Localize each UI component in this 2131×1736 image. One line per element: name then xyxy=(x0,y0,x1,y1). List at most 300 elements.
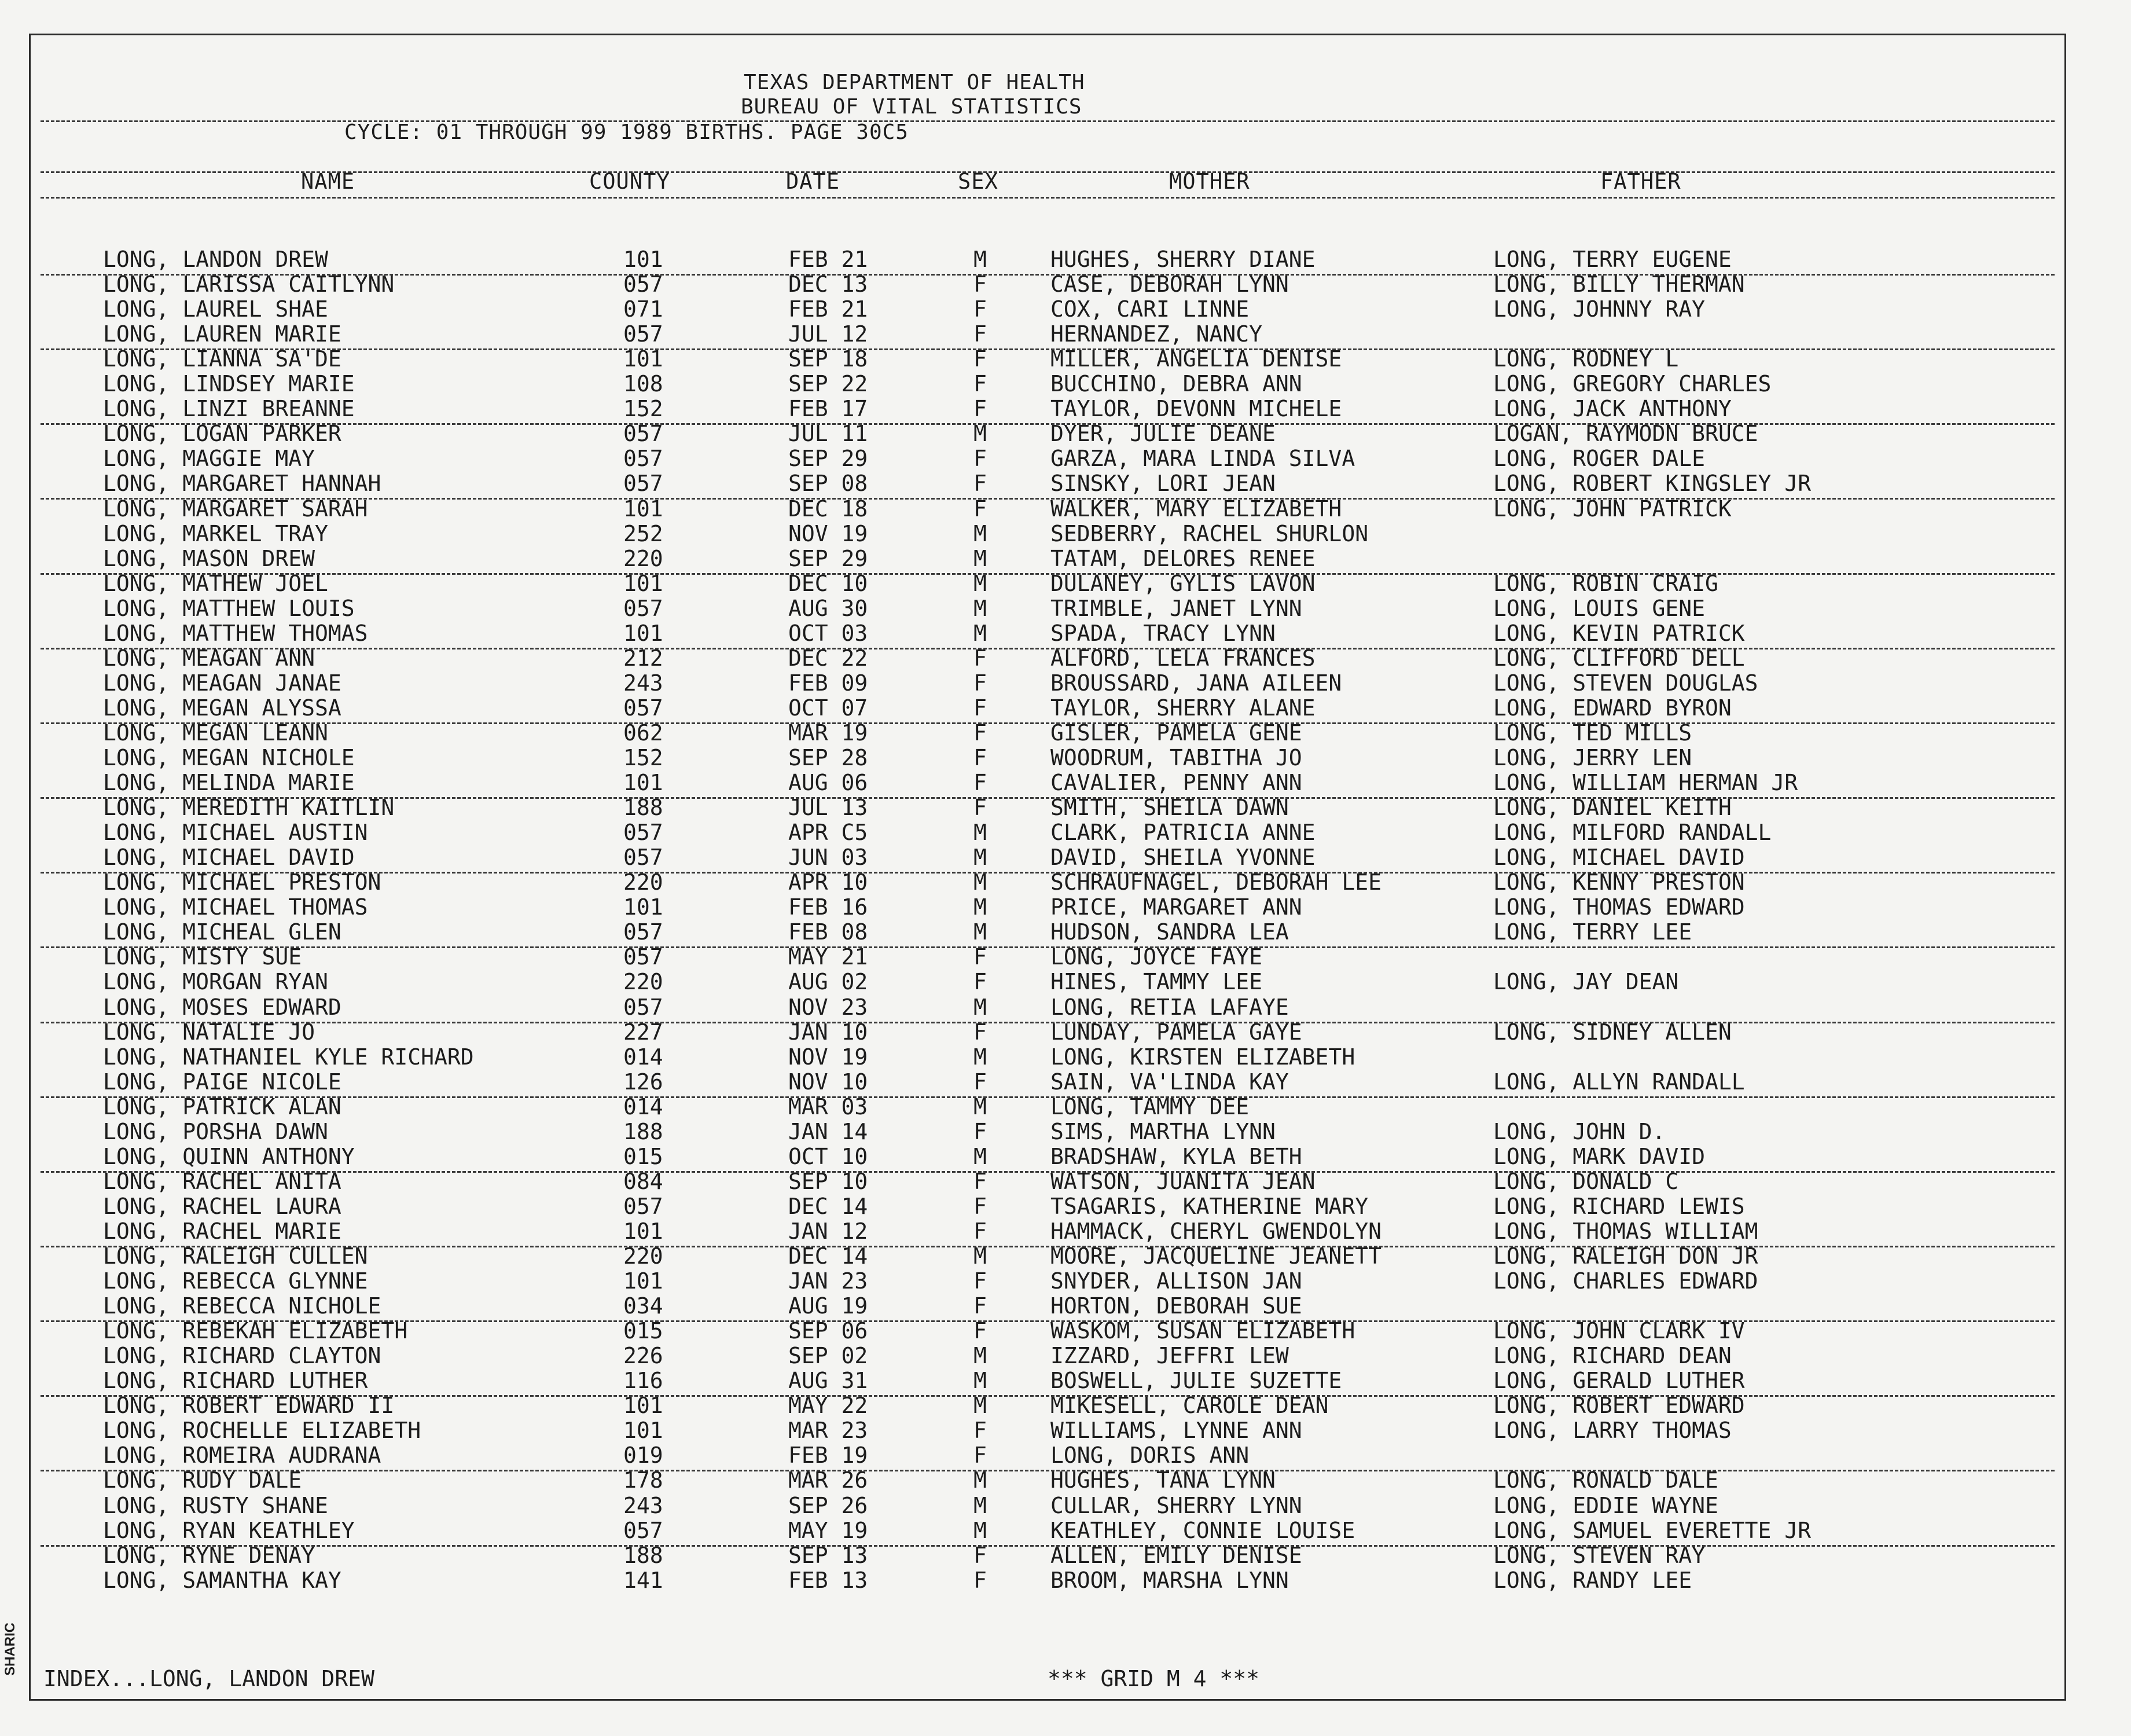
cell-mother: CASE, DEBORAH LYNN xyxy=(1050,271,1289,298)
row-separator xyxy=(41,872,2055,873)
cell-county: 071 xyxy=(623,296,663,322)
cell-date: DEC 13 xyxy=(788,271,868,298)
cell-father: LONG, MARK DAVID xyxy=(1493,1143,1706,1169)
cell-county: 116 xyxy=(623,1368,663,1394)
cell-name: LONG, MICHAEL THOMAS xyxy=(103,894,368,920)
cell-name: LONG, PATRICK ALAN xyxy=(103,1093,341,1120)
cell-sex: F xyxy=(973,1567,987,1593)
cell-county: 152 xyxy=(623,396,663,422)
row-separator xyxy=(41,498,2055,500)
table-row xyxy=(0,1418,2131,1443)
table-row xyxy=(0,1070,2131,1095)
cell-county: 015 xyxy=(623,1143,663,1169)
cell-sex: M xyxy=(973,620,987,646)
cell-sex: F xyxy=(973,321,987,347)
column-header-county: COUNTY xyxy=(589,169,670,194)
cell-sex: F xyxy=(973,396,987,422)
cell-name: LONG, MARGARET SARAH xyxy=(103,496,368,522)
table-row xyxy=(0,596,2131,621)
table-row xyxy=(0,1045,2131,1070)
cell-county: 188 xyxy=(623,1118,663,1144)
cell-county: 057 xyxy=(623,820,663,846)
cell-sex: M xyxy=(973,1517,987,1543)
cell-mother: GISLER, PAMELA GENE xyxy=(1050,720,1302,746)
index-label: INDEX...LONG, LANDON DREW xyxy=(43,1666,374,1691)
table-row xyxy=(0,1144,2131,1169)
cell-county: 101 xyxy=(623,770,663,796)
cell-name: LONG, ROBERT EDWARD II xyxy=(103,1393,395,1419)
cell-name: LONG, MEREDITH KAITLIN xyxy=(103,795,395,821)
cell-sex: F xyxy=(973,296,987,322)
row-separator xyxy=(41,1320,2055,1322)
cell-date: MAR 19 xyxy=(788,720,868,746)
row-separator xyxy=(41,274,2055,276)
table-row xyxy=(0,1344,2131,1368)
cell-sex: M xyxy=(973,247,987,272)
row-separator xyxy=(41,797,2055,799)
cell-father: LONG, ROBIN CRAIG xyxy=(1493,570,1718,596)
cell-mother: ALLEN, EMILY DENISE xyxy=(1050,1542,1302,1568)
cell-father: LONG, SIDNEY ALLEN xyxy=(1493,1019,1732,1045)
cell-name: LONG, RUSTY SHANE xyxy=(103,1492,328,1518)
row-separator xyxy=(41,1545,2055,1547)
cell-father: LONG, ROGER DALE xyxy=(1493,446,1706,472)
table-row xyxy=(0,721,2131,746)
cell-name: LONG, LINZI BREANNE xyxy=(103,396,355,422)
row-separator xyxy=(41,1246,2055,1247)
cell-sex: F xyxy=(973,1168,987,1194)
cell-name: LONG, REBEKAH ELIZABETH xyxy=(103,1318,408,1344)
cell-sex: M xyxy=(973,1393,987,1419)
cell-date: FEB 17 xyxy=(788,396,868,422)
cell-date: JAN 14 xyxy=(788,1118,868,1144)
cell-county: 101 xyxy=(623,247,663,272)
cell-name: LONG, RACHEL LAURA xyxy=(103,1193,341,1219)
table-row xyxy=(0,671,2131,696)
cell-sex: M xyxy=(973,894,987,920)
column-header-sex: SEX xyxy=(958,169,998,194)
cell-sex: F xyxy=(973,695,987,721)
cell-mother: MOORE, JACQUELINE JEANETT xyxy=(1050,1243,1382,1269)
cell-name: LONG, MICHAEL DAVID xyxy=(103,845,355,871)
cell-name: LONG, MATHEW JOEL xyxy=(103,570,328,596)
cell-date: DEC 14 xyxy=(788,1193,868,1219)
column-header-name: NAME xyxy=(301,169,355,194)
cell-date: SEP 06 xyxy=(788,1318,868,1344)
cell-date: SEP 22 xyxy=(788,371,868,397)
cell-sex: M xyxy=(973,1243,987,1269)
cell-date: FEB 16 xyxy=(788,894,868,920)
cell-mother: HERNANDEZ, NANCY xyxy=(1050,321,1263,347)
cell-father: LONG, RODNEY L xyxy=(1493,346,1679,372)
bureau-title: BUREAU OF VITAL STATISTICS xyxy=(741,95,1082,119)
cell-father: LONG, MILFORD RANDALL xyxy=(1493,820,1772,846)
cell-date: AUG 06 xyxy=(788,770,868,796)
cell-date: DEC 22 xyxy=(788,645,868,671)
department-title: TEXAS DEPARTMENT OF HEALTH xyxy=(744,71,1085,94)
cell-father: LONG, JOHNNY RAY xyxy=(1493,296,1706,322)
column-header-mother: MOTHER xyxy=(1169,169,1250,194)
cell-name: LONG, MEGAN LEANN xyxy=(103,720,328,746)
side-stamp: SHARIC xyxy=(2,1622,18,1676)
cell-date: FEB 13 xyxy=(788,1567,868,1593)
cell-mother: LONG, TAMMY DEE xyxy=(1050,1093,1250,1120)
cell-sex: F xyxy=(973,1293,987,1319)
cell-date: SEP 29 xyxy=(788,545,868,571)
cell-mother: BROOM, MARSHA LYNN xyxy=(1050,1567,1289,1593)
cell-mother: HUDSON, SANDRA LEA xyxy=(1050,919,1289,945)
row-separator xyxy=(41,1171,2055,1173)
cell-county: 057 xyxy=(623,695,663,721)
cell-name: LONG, MEAGAN JANAE xyxy=(103,670,341,696)
cell-county: 057 xyxy=(623,471,663,497)
cell-father: LONG, DANIEL KEITH xyxy=(1493,795,1732,821)
cell-name: LONG, MISTY SUE xyxy=(103,944,302,970)
cell-mother: LONG, JOYCE FAYE xyxy=(1050,944,1263,970)
cell-name: LONG, MATTHEW LOUIS xyxy=(103,595,355,621)
row-separator xyxy=(41,648,2055,649)
cell-father: LONG, MICHAEL DAVID xyxy=(1493,845,1745,871)
table-row xyxy=(0,1194,2131,1219)
cell-county: 243 xyxy=(623,1492,663,1518)
row-separator xyxy=(41,946,2055,948)
cell-sex: F xyxy=(973,670,987,696)
cell-sex: F xyxy=(973,271,987,298)
table-row xyxy=(0,1319,2131,1344)
cell-name: LONG, RACHEL ANITA xyxy=(103,1168,341,1194)
table-row xyxy=(0,446,2131,471)
cell-name: LONG, MEGAN NICHOLE xyxy=(103,745,355,770)
grid-label: *** GRID M 4 *** xyxy=(1048,1666,1260,1691)
cell-mother: KEATHLEY, CONNIE LOUISE xyxy=(1050,1517,1355,1543)
cell-mother: TAYLOR, DEVONN MICHELE xyxy=(1050,396,1342,422)
cell-date: SEP 13 xyxy=(788,1542,868,1568)
table-row xyxy=(0,347,2131,372)
cell-county: 101 xyxy=(623,894,663,920)
cell-father: LONG, CHARLES EDWARD xyxy=(1493,1268,1758,1294)
row-separator xyxy=(41,1096,2055,1098)
cell-name: LONG, MARGARET HANNAH xyxy=(103,471,381,497)
cell-sex: M xyxy=(973,1143,987,1169)
cell-name: LONG, LARISSA CAITLYNN xyxy=(103,271,395,298)
row-separator xyxy=(41,722,2055,724)
cell-name: LONG, MORGAN RYAN xyxy=(103,969,328,995)
cell-mother: SMITH, SHEILA DAWN xyxy=(1050,795,1289,821)
table-row xyxy=(0,421,2131,446)
cell-name: LONG, MAGGIE MAY xyxy=(103,446,315,472)
cell-father: LONG, JAY DEAN xyxy=(1493,969,1679,995)
cell-name: LONG, LAUREN MARIE xyxy=(103,321,341,347)
cell-mother: CULLAR, SHERRY LYNN xyxy=(1050,1492,1302,1518)
cell-mother: IZZARD, JEFFRI LEW xyxy=(1050,1343,1289,1369)
cell-county: 101 xyxy=(623,496,663,522)
table-row xyxy=(0,970,2131,994)
table-row xyxy=(0,820,2131,845)
cell-sex: M xyxy=(973,1044,987,1070)
cell-date: JUL 13 xyxy=(788,795,868,821)
cell-county: 101 xyxy=(623,346,663,372)
cell-name: LONG, REBECCA NICHOLE xyxy=(103,1293,381,1319)
cell-name: LONG, MEAGAN ANN xyxy=(103,645,315,671)
cell-father: LONG, TERRY LEE xyxy=(1493,919,1692,945)
cell-county: 057 xyxy=(623,994,663,1020)
cell-county: 152 xyxy=(623,745,663,770)
cell-county: 034 xyxy=(623,1293,663,1319)
cell-sex: F xyxy=(973,1542,987,1568)
cell-date: SEP 10 xyxy=(788,1168,868,1194)
cell-date: NOV 23 xyxy=(788,994,868,1020)
cell-father: LONG, ALLYN RANDALL xyxy=(1493,1069,1745,1095)
cell-father: LONG, LOUIS GENE xyxy=(1493,595,1706,621)
cell-name: LONG, PORSHA DAWN xyxy=(103,1118,328,1144)
cell-sex: M xyxy=(973,595,987,621)
cell-name: LONG, MEGAN ALYSSA xyxy=(103,695,341,721)
cell-father: LONG, JERRY LEN xyxy=(1493,745,1692,770)
row-separator xyxy=(41,573,2055,575)
cell-county: 084 xyxy=(623,1168,663,1194)
cell-father: LONG, EDWARD BYRON xyxy=(1493,695,1732,721)
cell-mother: TSAGARIS, KATHERINE MARY xyxy=(1050,1193,1369,1219)
cell-sex: F xyxy=(973,720,987,746)
cell-mother: SCHRAUFNAGEL, DEBORAH LEE xyxy=(1050,869,1382,895)
cell-mother: DULANEY, GYLIS LAVON xyxy=(1050,570,1316,596)
cell-name: LONG, MASON DREW xyxy=(103,545,315,571)
cell-date: JUL 12 xyxy=(788,321,868,347)
table-row xyxy=(0,920,2131,945)
cell-date: FEB 09 xyxy=(788,670,868,696)
cell-mother: BROUSSARD, JANA AILEEN xyxy=(1050,670,1342,696)
cell-father: LONG, WILLIAM HERMAN JR xyxy=(1493,770,1798,796)
cell-date: DEC 10 xyxy=(788,570,868,596)
cell-date: AUG 19 xyxy=(788,1293,868,1319)
cell-sex: M xyxy=(973,545,987,571)
cell-father: LONG, ROBERT KINGSLEY JR xyxy=(1493,471,1812,497)
cell-county: 057 xyxy=(623,1193,663,1219)
cell-name: LONG, MOSES EDWARD xyxy=(103,994,341,1020)
cell-father: LONG, THOMAS EDWARD xyxy=(1493,894,1745,920)
table-row xyxy=(0,1518,2131,1543)
cell-county: 101 xyxy=(623,570,663,596)
cell-name: LONG, RICHARD CLAYTON xyxy=(103,1343,381,1369)
table-row xyxy=(0,1294,2131,1319)
cell-date: SEP 28 xyxy=(788,745,868,770)
cell-date: AUG 02 xyxy=(788,969,868,995)
cell-date: MAY 19 xyxy=(788,1517,868,1543)
cell-sex: M xyxy=(973,520,987,546)
cell-county: 220 xyxy=(623,869,663,895)
cell-county: 101 xyxy=(623,620,663,646)
cell-father: LONG, RALEIGH DON JR xyxy=(1493,1243,1758,1269)
cell-date: DEC 18 xyxy=(788,496,868,522)
cell-sex: M xyxy=(973,1467,987,1493)
cell-father: LONG, KENNY PRESTON xyxy=(1493,869,1745,895)
cell-name: LONG, MATTHEW THOMAS xyxy=(103,620,368,646)
table-row xyxy=(0,272,2131,297)
cell-mother: SAIN, VA'LINDA KAY xyxy=(1050,1069,1289,1095)
cell-mother: SPADA, TRACY LYNN xyxy=(1050,620,1276,646)
cell-county: 057 xyxy=(623,595,663,621)
cell-mother: CLARK, PATRICIA ANNE xyxy=(1050,820,1316,846)
header-rule xyxy=(41,120,2055,122)
cell-mother: TAYLOR, SHERRY ALANE xyxy=(1050,695,1316,721)
cell-mother: WASKOM, SUSAN ELIZABETH xyxy=(1050,1318,1355,1344)
cell-name: LONG, REBECCA GLYNNE xyxy=(103,1268,368,1294)
cell-father: LONG, JACK ANTHONY xyxy=(1493,396,1732,422)
cell-date: DEC 14 xyxy=(788,1243,868,1269)
cell-date: FEB 21 xyxy=(788,296,868,322)
cell-sex: M xyxy=(973,869,987,895)
table-row xyxy=(0,1468,2131,1493)
cell-mother: PRICE, MARGARET ANN xyxy=(1050,894,1302,920)
cell-name: LONG, SAMANTHA KAY xyxy=(103,1567,341,1593)
cell-mother: HUGHES, SHERRY DIANE xyxy=(1050,247,1316,272)
cell-name: LONG, RACHEL MARIE xyxy=(103,1218,341,1244)
cell-county: 101 xyxy=(623,1393,663,1419)
cell-father: LONG, STEVEN DOUGLAS xyxy=(1493,670,1758,696)
cell-date: SEP 29 xyxy=(788,446,868,472)
cell-name: LONG, LINDSEY MARIE xyxy=(103,371,355,397)
cell-date: JAN 10 xyxy=(788,1019,868,1045)
cell-mother: GARZA, MARA LINDA SILVA xyxy=(1050,446,1355,472)
cell-county: 014 xyxy=(623,1044,663,1070)
cell-date: MAR 23 xyxy=(788,1418,868,1444)
table-row xyxy=(0,1543,2131,1568)
cell-sex: F xyxy=(973,745,987,770)
table-row xyxy=(0,571,2131,596)
table-row xyxy=(0,746,2131,770)
cell-father: LONG, EDDIE WAYNE xyxy=(1493,1492,1718,1518)
column-header-date: DATE xyxy=(786,169,840,194)
cell-name: LONG, NATHANIEL KYLE RICHARD xyxy=(103,1044,474,1070)
cell-mother: DYER, JULIE DEANE xyxy=(1050,421,1276,447)
column-header-father: FATHER xyxy=(1600,169,1681,194)
row-separator xyxy=(41,1022,2055,1023)
cell-mother: LONG, KIRSTEN ELIZABETH xyxy=(1050,1044,1355,1070)
cell-county: 126 xyxy=(623,1069,663,1095)
cell-mother: BUCCHINO, DEBRA ANN xyxy=(1050,371,1302,397)
cell-county: 188 xyxy=(623,1542,663,1568)
cell-name: LONG, QUINN ANTHONY xyxy=(103,1143,355,1169)
cell-sex: M xyxy=(973,570,987,596)
cell-county: 188 xyxy=(623,795,663,821)
cell-father: LONG, BILLY THERMAN xyxy=(1493,271,1745,298)
table-row xyxy=(0,1020,2131,1045)
cell-name: LONG, RYNE DENAY xyxy=(103,1542,315,1568)
cell-father: LONG, TED MILLS xyxy=(1493,720,1692,746)
cell-father: LONG, ROBERT EDWARD xyxy=(1493,1393,1745,1419)
cell-date: NOV 10 xyxy=(788,1069,868,1095)
cell-date: NOV 19 xyxy=(788,520,868,546)
cell-father: LONG, JOHN PATRICK xyxy=(1493,496,1732,522)
cell-father: LONG, JOHN D. xyxy=(1493,1118,1666,1144)
cell-father: LONG, TERRY EUGENE xyxy=(1493,247,1732,272)
cell-name: LONG, ROCHELLE ELIZABETH xyxy=(103,1418,421,1444)
cell-date: APR 10 xyxy=(788,869,868,895)
cell-county: 178 xyxy=(623,1467,663,1493)
cell-mother: TATAM, DELORES RENEE xyxy=(1050,545,1316,571)
row-separator xyxy=(41,348,2055,350)
cell-date: FEB 08 xyxy=(788,919,868,945)
cell-name: LONG, LOGAN PARKER xyxy=(103,421,341,447)
cell-sex: M xyxy=(973,1492,987,1518)
cell-county: 057 xyxy=(623,919,663,945)
cell-sex: M xyxy=(973,994,987,1020)
cell-county: 220 xyxy=(623,1243,663,1269)
cell-date: JAN 12 xyxy=(788,1218,868,1244)
cell-father: LONG, RICHARD DEAN xyxy=(1493,1343,1732,1369)
cell-mother: TRIMBLE, JANET LYNN xyxy=(1050,595,1302,621)
cell-name: LONG, ROMEIRA AUDRANA xyxy=(103,1443,381,1469)
cell-county: 220 xyxy=(623,545,663,571)
cell-name: LONG, RALEIGH CULLEN xyxy=(103,1243,368,1269)
cell-mother: HUGHES, TANA LYNN xyxy=(1050,1467,1276,1493)
cell-sex: F xyxy=(973,1318,987,1344)
cell-sex: F xyxy=(973,496,987,522)
table-row xyxy=(0,522,2131,546)
cell-county: 062 xyxy=(623,720,663,746)
cell-sex: F xyxy=(973,371,987,397)
table-row xyxy=(0,1568,2131,1593)
cell-date: SEP 02 xyxy=(788,1343,868,1369)
table-row xyxy=(0,845,2131,870)
cell-county: 057 xyxy=(623,446,663,472)
cell-date: JUL 11 xyxy=(788,421,868,447)
cell-county: 057 xyxy=(623,271,663,298)
cell-county: 057 xyxy=(623,944,663,970)
cell-date: OCT 03 xyxy=(788,620,868,646)
cell-sex: M xyxy=(973,820,987,846)
cell-name: LONG, LIANNA SA'DE xyxy=(103,346,341,372)
cell-name: LONG, PAIGE NICOLE xyxy=(103,1069,341,1095)
cell-sex: M xyxy=(973,845,987,871)
cell-mother: SNYDER, ALLISON JAN xyxy=(1050,1268,1302,1294)
cell-date: OCT 07 xyxy=(788,695,868,721)
table-row xyxy=(0,1095,2131,1120)
table-row xyxy=(0,1493,2131,1518)
table-row xyxy=(0,1120,2131,1144)
cell-name: LONG, RYAN KEATHLEY xyxy=(103,1517,355,1543)
cell-sex: F xyxy=(973,1218,987,1244)
cell-county: 101 xyxy=(623,1218,663,1244)
cell-date: MAR 26 xyxy=(788,1467,868,1493)
cell-sex: F xyxy=(973,1118,987,1144)
cell-mother: HAMMACK, CHERYL GWENDOLYN xyxy=(1050,1218,1382,1244)
table-row xyxy=(0,372,2131,397)
cell-name: LONG, RUDY DALE xyxy=(103,1467,302,1493)
cell-mother: LONG, DORIS ANN xyxy=(1050,1443,1250,1469)
cell-father: LONG, RICHARD LEWIS xyxy=(1493,1193,1745,1219)
table-row xyxy=(0,696,2131,721)
cell-mother: WOODRUM, TABITHA JO xyxy=(1050,745,1302,770)
cell-name: LONG, LANDON DREW xyxy=(103,247,328,272)
cell-mother: SEDBERRY, RACHEL SHURLON xyxy=(1050,520,1369,546)
cell-sex: F xyxy=(973,1069,987,1095)
table-row xyxy=(0,1443,2131,1468)
cell-county: 057 xyxy=(623,1517,663,1543)
cell-date: FEB 21 xyxy=(788,247,868,272)
cell-father: LONG, DONALD C xyxy=(1493,1168,1679,1194)
cell-sex: M xyxy=(973,919,987,945)
cell-county: 014 xyxy=(623,1093,663,1120)
cell-mother: SIMS, MARTHA LYNN xyxy=(1050,1118,1276,1144)
cell-sex: M xyxy=(973,1093,987,1120)
cell-county: 252 xyxy=(623,520,663,546)
cell-date: AUG 31 xyxy=(788,1368,868,1394)
cell-father: LONG, SAMUEL EVERETTE JR xyxy=(1493,1517,1812,1543)
table-row xyxy=(0,1219,2131,1244)
cell-sex: F xyxy=(973,795,987,821)
cell-sex: F xyxy=(973,471,987,497)
